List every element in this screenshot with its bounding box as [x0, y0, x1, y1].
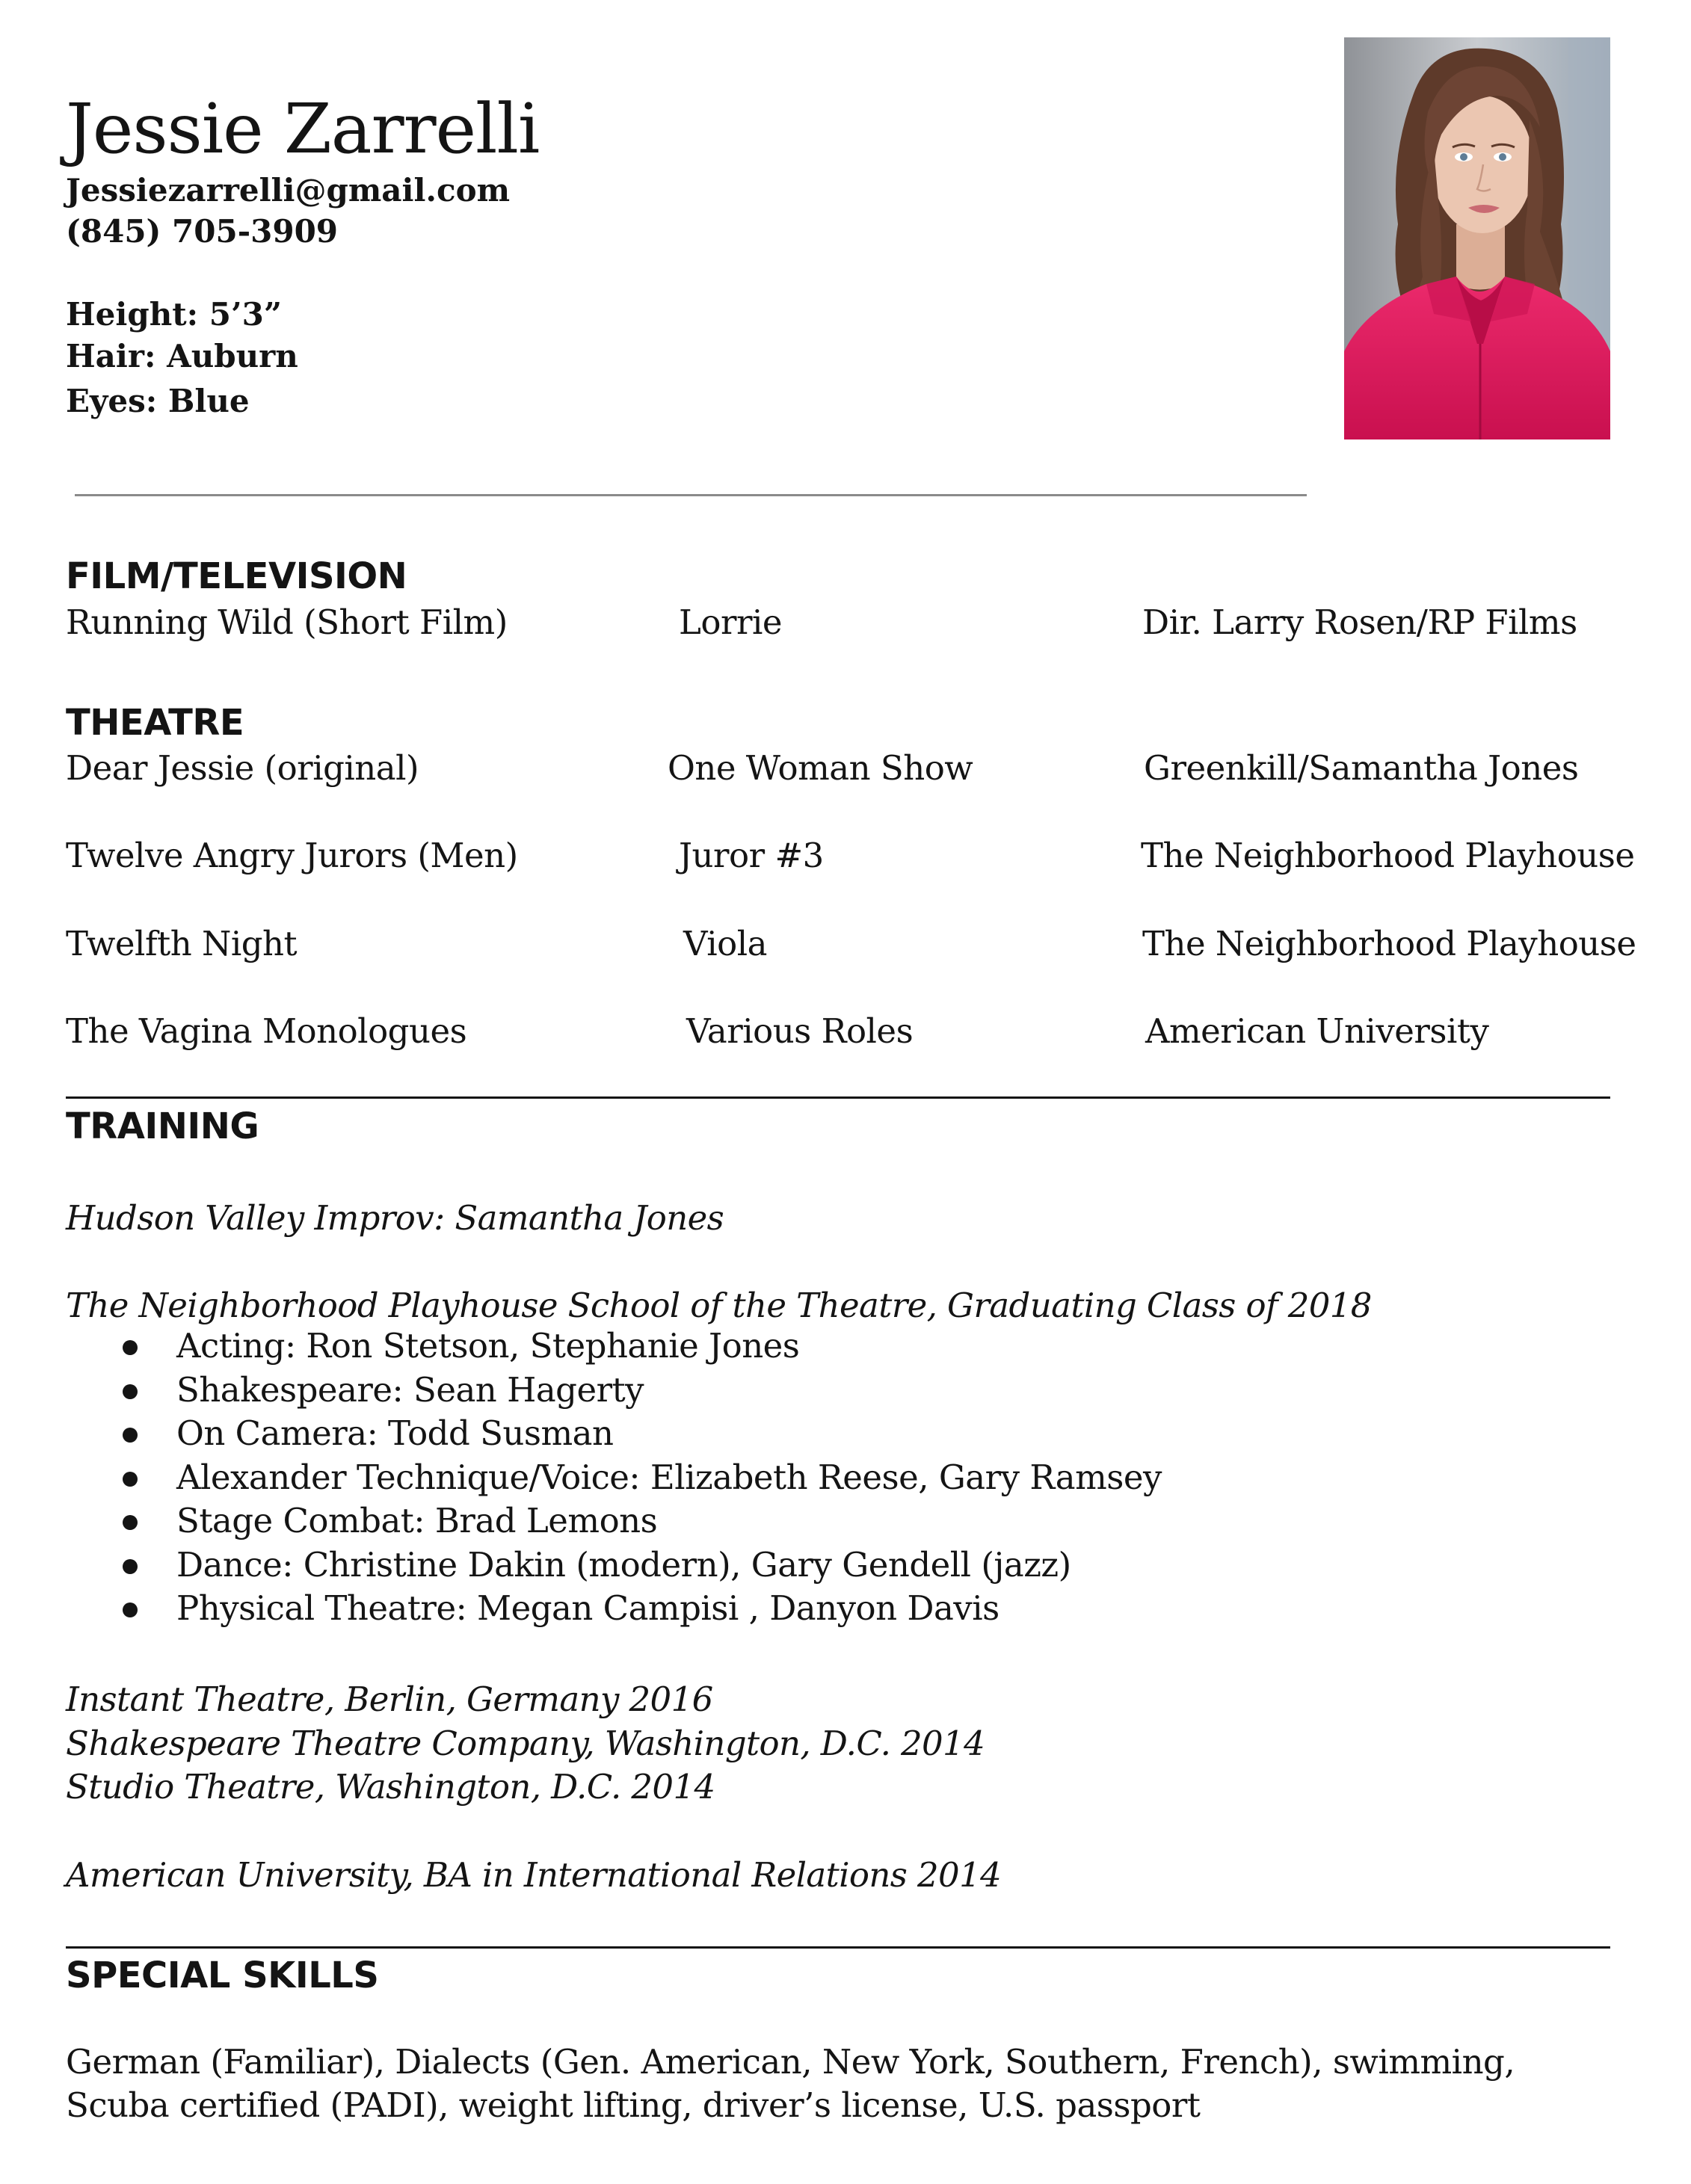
teacher-text: Acting: Ron Stetson, Stephanie Jones [176, 1326, 800, 1366]
phone-number: (845) 705-3909 [66, 213, 339, 250]
list-item [120, 1412, 1162, 1456]
theatre-company: American University [1145, 1011, 1489, 1051]
bullet-icon [123, 1384, 138, 1399]
headshot-photo [1344, 37, 1610, 439]
height-stat: Height: 5’3” [66, 296, 283, 333]
training-other: Shakespeare Theatre Company, Washington, D.C. 2014 [66, 1724, 985, 1763]
hair-stat: Hair: Auburn [66, 338, 298, 374]
film-role: Lorrie [679, 602, 783, 642]
theatre-company: Greenkill/Samantha Jones [1144, 748, 1579, 788]
bullet-icon [123, 1340, 138, 1355]
list-item [120, 1456, 1162, 1500]
teacher-text: Dance: Christine Dakin (modern), Gary Gendell (jazz) [176, 1544, 1071, 1585]
teacher-text: Physical Theatre: Megan Campisi , Danyon Davis [176, 1588, 999, 1628]
theatre-company: The Neighborhood Playhouse [1142, 924, 1636, 963]
theatre-role: Juror #3 [679, 836, 824, 875]
actor-name: Jessie Zarrelli [66, 89, 540, 169]
training-other: Studio Theatre, Washington, D.C. 2014 [66, 1767, 715, 1807]
bullet-icon [123, 1515, 138, 1530]
list-item [120, 1543, 1162, 1588]
email-link[interactable]: Jessiezarrelli@gmail.com [66, 172, 511, 209]
theatre-role: One Woman Show [668, 748, 973, 788]
teacher-text: Shakespeare: Sean Hagerty [176, 1369, 644, 1410]
theatre-title: The Vagina Monologues [66, 1011, 467, 1051]
bullet-icon [123, 1428, 138, 1443]
training-heading: TRAINING [66, 1105, 259, 1147]
theatre-title: Dear Jessie (original) [66, 748, 419, 788]
special-skills-text: German (Familiar), Dialects (Gen. American, New York, Southern, French), swimming, Scuba certified (PADI), weight lifting, driver’s license, U.S. passport [66, 2042, 1515, 2125]
section-divider [66, 1096, 1610, 1099]
film-company: Dir. Larry Rosen/RP Films [1142, 602, 1577, 642]
education: American University, BA in International Relations 2014 [66, 1855, 1002, 1895]
teacher-list [120, 1324, 1162, 1631]
theatre-title: Twelfth Night [66, 924, 298, 963]
eyes-stat: Eyes: Blue [66, 383, 250, 419]
film-television-heading: FILM/TELEVISION [66, 555, 407, 597]
film-title: Running Wild (Short Film) [66, 602, 508, 642]
training-other: Instant Theatre, Berlin, Germany 2016 [66, 1679, 713, 1719]
list-item [120, 1324, 1162, 1369]
training-improv: Hudson Valley Improv: Samantha Jones [66, 1198, 724, 1238]
section-divider [66, 1946, 1610, 1949]
teacher-text: Alexander Technique/Voice: Elizabeth Reese, Gary Ramsey [176, 1457, 1162, 1497]
bullet-icon [123, 1472, 138, 1487]
teacher-text: Stage Combat: Brad Lemons [176, 1501, 658, 1540]
list-item [120, 1587, 1162, 1631]
theatre-company: The Neighborhood Playhouse [1141, 836, 1635, 875]
training-school: The Neighborhood Playhouse School of the Theatre, Graduating Class of 2018 [66, 1286, 1372, 1325]
header-divider [75, 494, 1307, 496]
list-item [120, 1499, 1162, 1543]
theatre-role: Various Roles [686, 1011, 914, 1051]
teacher-text: On Camera: Todd Susman [176, 1413, 614, 1453]
list-item [120, 1369, 1162, 1413]
bullet-icon [123, 1602, 138, 1617]
bullet-icon [123, 1559, 138, 1574]
theatre-role: Viola [683, 924, 767, 963]
theatre-heading: THEATRE [66, 702, 244, 744]
theatre-title: Twelve Angry Jurors (Men) [66, 836, 518, 875]
special-skills-heading: SPECIAL SKILLS [66, 1955, 379, 1996]
